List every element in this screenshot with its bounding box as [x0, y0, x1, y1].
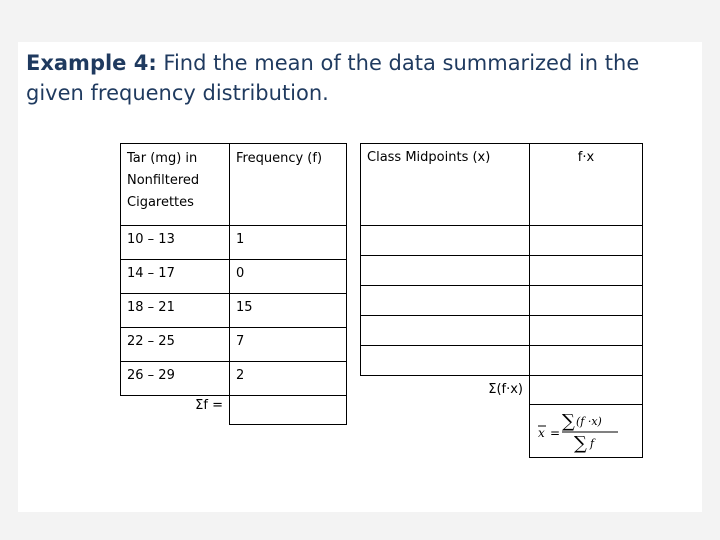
formula-numerator: (f ·x): [576, 415, 602, 428]
formula-sigma-num: ∑: [562, 411, 575, 432]
formula-equals: =: [550, 426, 561, 440]
table-row: [121, 362, 347, 396]
class-cell: 18 – 21: [121, 294, 230, 328]
frequency-cell: 15: [230, 294, 347, 328]
table-row: [121, 294, 347, 328]
frequency-cell: 2: [230, 362, 347, 396]
midpoint-table-header: [361, 144, 643, 226]
class-cell: 26 – 29: [121, 362, 230, 396]
header-fx: f·x: [530, 144, 643, 226]
frequency-table: [120, 143, 347, 425]
midpoint-cell[interactable]: [361, 346, 530, 376]
fx-cell[interactable]: [530, 316, 643, 346]
midpoint-cell[interactable]: [361, 316, 530, 346]
header-class-midpoints: Class Midpoints (x): [361, 144, 530, 226]
sum-fx-cell[interactable]: [530, 376, 643, 405]
midpoint-table: [360, 143, 643, 458]
table-row: [361, 256, 643, 286]
formula-sigma-den: ∑: [574, 433, 587, 454]
frequency-cell: 7: [230, 328, 347, 362]
sum-row: [361, 376, 643, 405]
slide-title: [26, 48, 694, 108]
table-row: [121, 226, 347, 260]
fx-cell[interactable]: [530, 256, 643, 286]
frequency-cell: 1: [230, 226, 347, 260]
sum-row: [121, 396, 347, 425]
fx-cell[interactable]: [530, 346, 643, 376]
class-cell: 22 – 25: [121, 328, 230, 362]
mean-formula: [530, 405, 642, 457]
table-row: [361, 316, 643, 346]
formula-denominator: f: [590, 437, 595, 450]
title-label: Example 4:: [26, 51, 157, 75]
table-row: [361, 286, 643, 316]
sum-f-label: Σf =: [195, 398, 223, 413]
table-row: [121, 260, 347, 294]
frequency-table-header: [121, 144, 347, 226]
formula-row: [361, 405, 643, 458]
class-cell: 10 – 13: [121, 226, 230, 260]
header-frequency: Frequency (f): [230, 144, 347, 226]
header-tar: Tar (mg) in Nonfiltered Cigarettes: [121, 144, 230, 226]
table-row: [361, 346, 643, 376]
slide: [18, 42, 702, 512]
fx-cell[interactable]: [530, 286, 643, 316]
sum-fx-label: Σ(f·x): [488, 382, 523, 398]
mean-formula-cell: [530, 405, 643, 458]
formula-xbar: x: [538, 426, 545, 440]
table-row: [121, 328, 347, 362]
midpoint-cell[interactable]: [361, 256, 530, 286]
sum-f-cell[interactable]: [230, 396, 347, 425]
class-cell: 14 – 17: [121, 260, 230, 294]
table-row: [361, 226, 643, 256]
frequency-cell: 0: [230, 260, 347, 294]
fx-cell[interactable]: [530, 226, 643, 256]
midpoint-cell[interactable]: [361, 286, 530, 316]
midpoint-cell[interactable]: [361, 226, 530, 256]
title-text: Find the mean of the data summarized in the given frequency distribution.: [26, 51, 640, 105]
